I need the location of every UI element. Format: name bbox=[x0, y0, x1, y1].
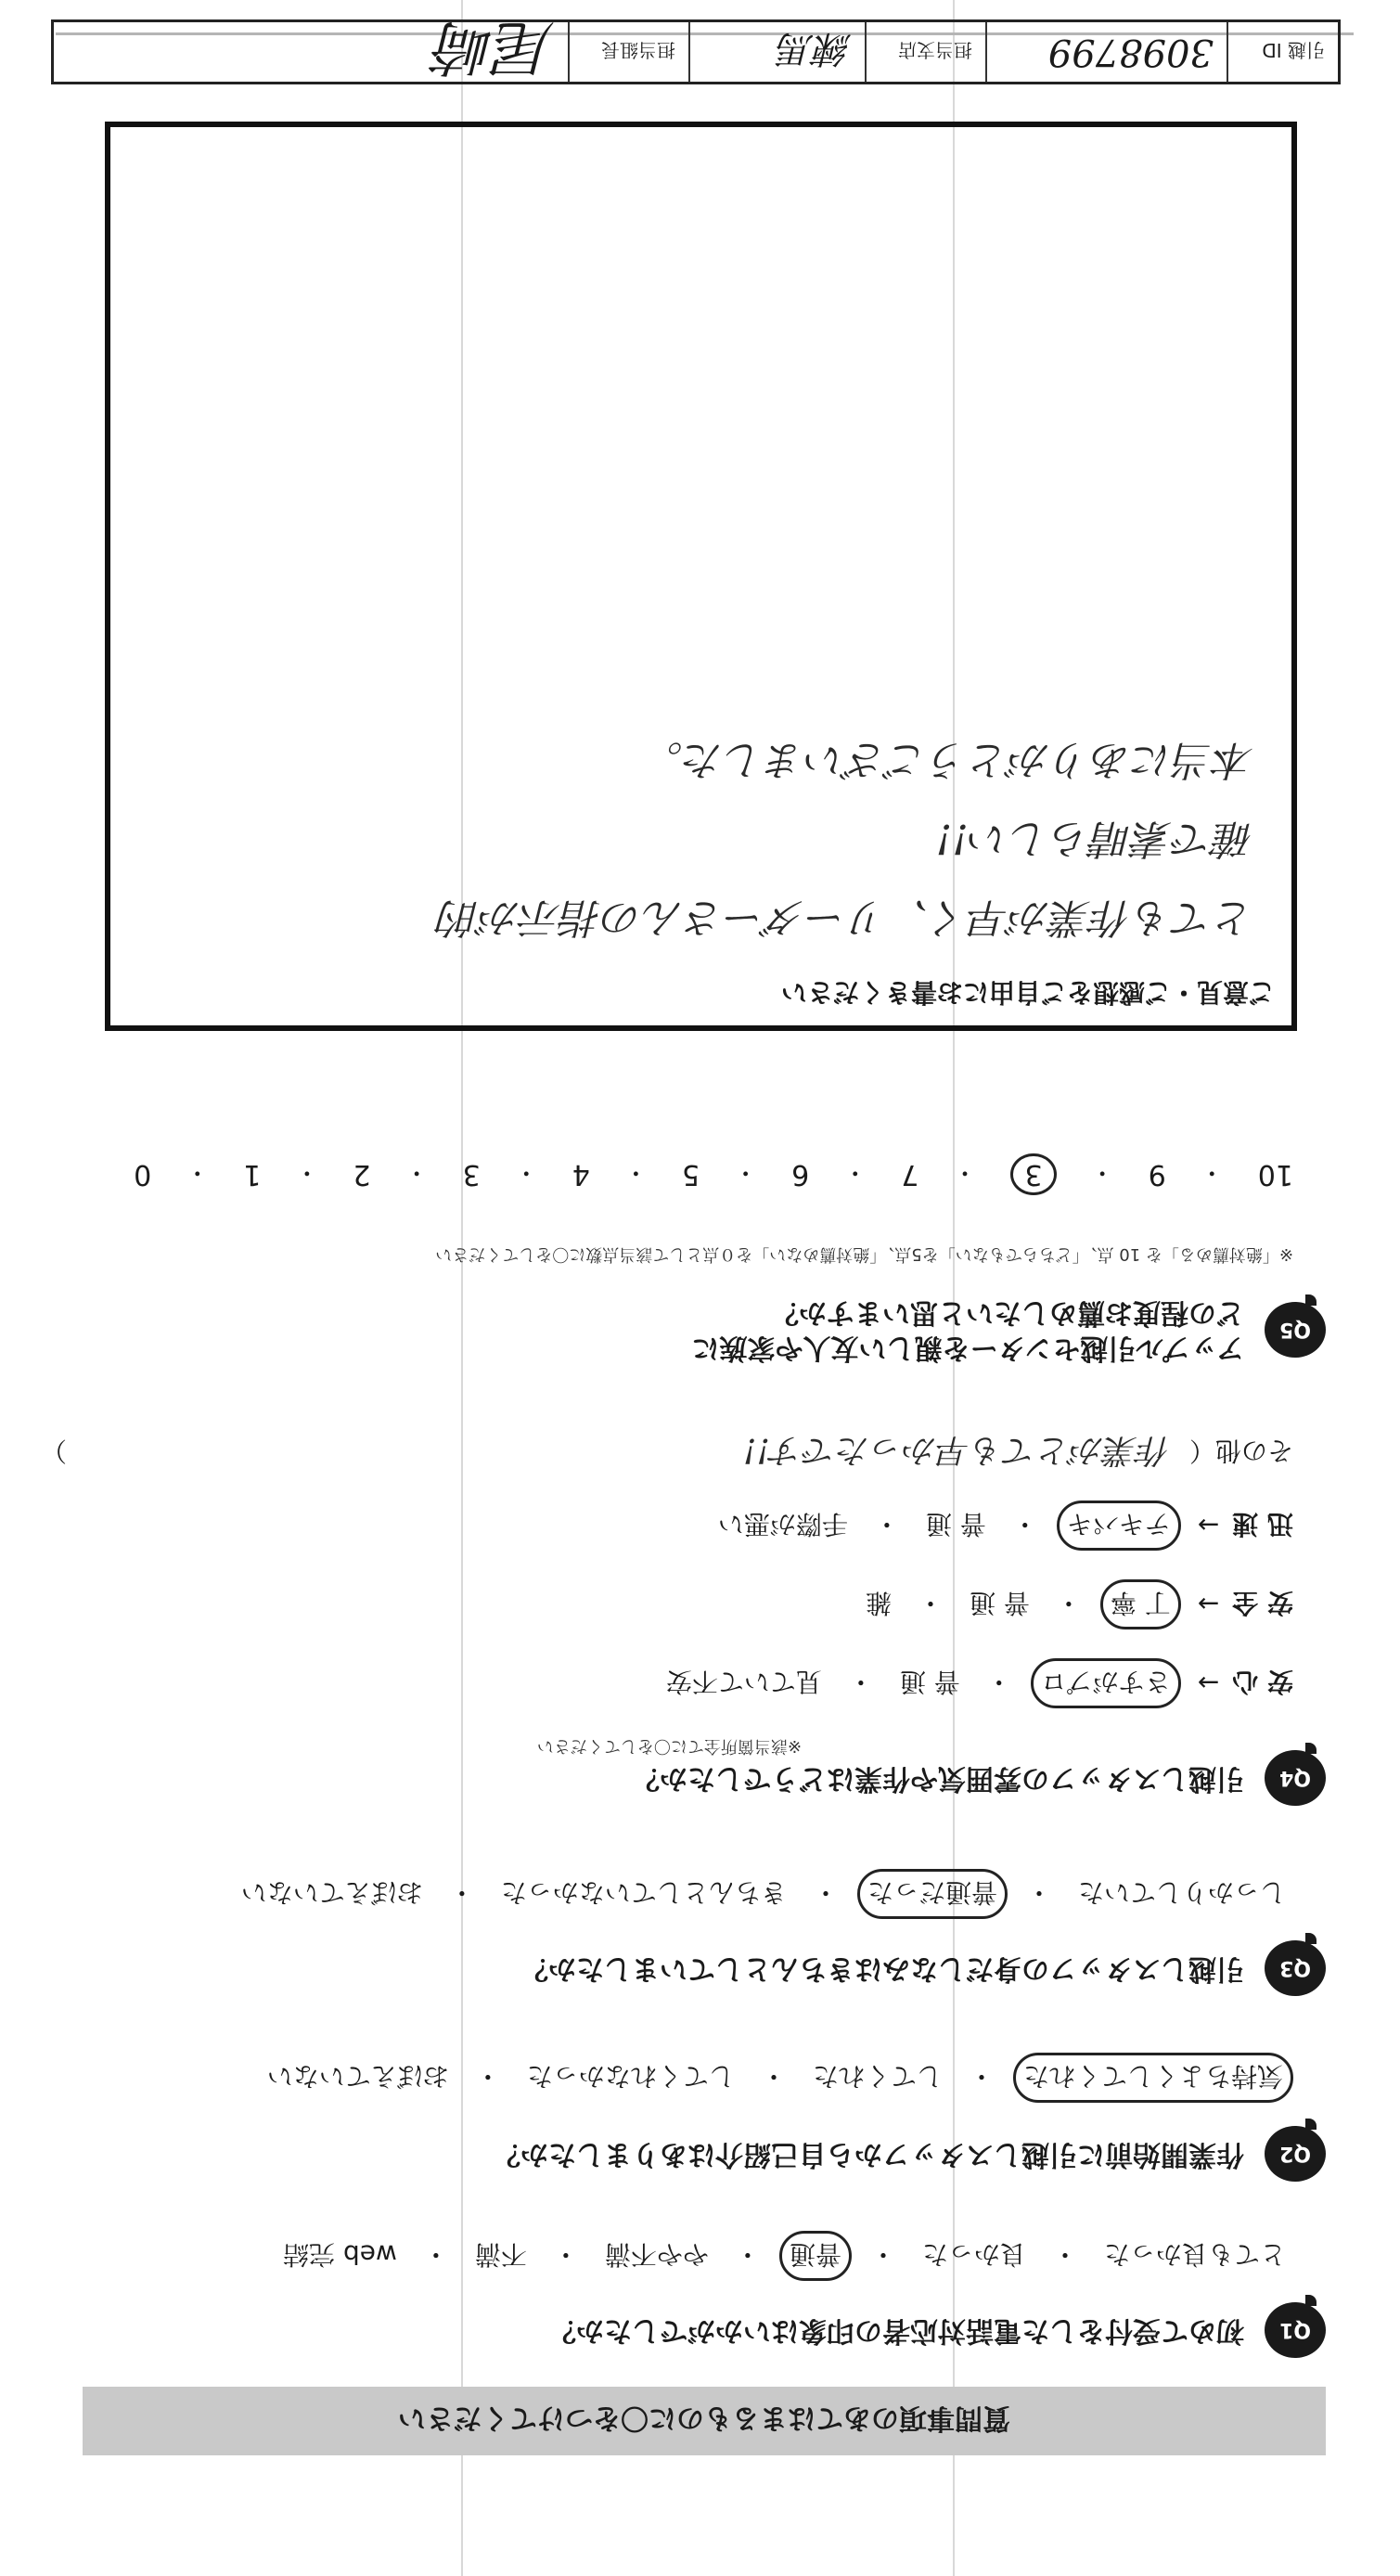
q1-badge-icon: Q1 bbox=[1265, 2302, 1326, 2358]
q1-option[interactable]: やや不満 bbox=[604, 2239, 709, 2270]
q5-score[interactable]: 1 bbox=[243, 1158, 262, 1191]
q2-option[interactable]: してくれなかった bbox=[526, 2061, 735, 2092]
q4-category-label: 迅 速 bbox=[1232, 1509, 1293, 1539]
q1-option[interactable]: とても良かった bbox=[1103, 2239, 1286, 2270]
q4-other-label: その他（ bbox=[1188, 1436, 1293, 1467]
q4-other-row bbox=[41, 1429, 1293, 1476]
q4-category-label: 安 心 bbox=[1232, 1667, 1293, 1697]
instruction-banner: 質問事項のあてはまるものに〇をつけてください bbox=[83, 2387, 1326, 2455]
q5-note: ※「絶対薦める」を 10 点、「どちらでもない」を5点、「絶対薦めない」を０点として該当点数に〇をしてください bbox=[435, 1244, 1293, 1264]
q4-option-selected[interactable]: さすがプロ bbox=[1031, 1658, 1181, 1708]
q4-note: ※該当箇所全てに〇をしてください bbox=[536, 1736, 802, 1756]
q5-score[interactable]: 10 bbox=[1257, 1158, 1293, 1191]
q4-category-label: 安 全 bbox=[1232, 1588, 1293, 1618]
comment-line: とても作業が早く、リーダーさんの指示が的 bbox=[438, 894, 1254, 941]
q5-score[interactable]: 3 bbox=[462, 1158, 481, 1191]
q5-score[interactable]: 4 bbox=[572, 1158, 590, 1191]
q5-row bbox=[45, 1294, 1326, 1365]
q1-option[interactable]: 良かった bbox=[921, 2239, 1026, 2270]
q3-question: 引越しスタッフの身だしなみはきちんとしていましたか？ bbox=[520, 1952, 1244, 1985]
q4-option[interactable]: 雑 bbox=[865, 1588, 892, 1618]
q2-badge-icon: Q2 bbox=[1265, 2126, 1326, 2182]
q5-question-line: どの程度お薦めしたいと思いますか？ bbox=[771, 1296, 1244, 1329]
q2-option[interactable]: してくれた bbox=[812, 2061, 943, 2092]
q4-option[interactable]: 見ていて不安 bbox=[665, 1667, 822, 1697]
q4-option-selected[interactable]: 丁 寧 bbox=[1100, 1579, 1181, 1629]
q1-option[interactable]: 不満 bbox=[474, 2239, 527, 2270]
q2-option[interactable]: おぼえていない bbox=[266, 2061, 449, 2092]
q3-options: しっかりしていた ・ 普通だった ・ きちんとしていなかった ・ おぼえていない bbox=[234, 1869, 1293, 1919]
q4-option[interactable]: 普 通 bbox=[899, 1667, 960, 1697]
q4-row-anshin: 安 心 → さすがプロ ・ 普 通 ・ 見ていて不安 bbox=[659, 1658, 1293, 1708]
q2-option-selected[interactable]: 気持ちよくしてくれた bbox=[1013, 2053, 1293, 2103]
comment-box-title: ご意見・ご感想をご自由にお書きください bbox=[780, 977, 1275, 1008]
q1-option-selected[interactable]: 普通 bbox=[779, 2231, 852, 2281]
q2-row bbox=[45, 2126, 1326, 2182]
q2-options: 気持ちよくしてくれた ・ してくれた ・ してくれなかった ・ おぼえていない bbox=[260, 2053, 1293, 2103]
q4-option[interactable]: 手際が悪い bbox=[717, 1509, 848, 1539]
q4-badge-icon: Q4 bbox=[1265, 1750, 1326, 1806]
q4-row-jinsoku: 迅 速 → テキパキ ・ 普 通 ・ 手際が悪い bbox=[711, 1501, 1293, 1551]
q5-question bbox=[692, 1294, 1245, 1365]
arrow-right-icon: → bbox=[1197, 1589, 1220, 1620]
q4-option-selected[interactable]: テキパキ bbox=[1057, 1501, 1181, 1551]
comment-line: 確で素晴らしい!! bbox=[935, 815, 1254, 862]
q5-score[interactable]: 2 bbox=[353, 1158, 371, 1191]
q5-question-line: アップル引越センターを親しい友人や家族に bbox=[691, 1332, 1244, 1364]
arrow-right-icon: → bbox=[1197, 1668, 1220, 1699]
comment-line: 本当にありがとうございました。 bbox=[642, 736, 1254, 783]
q5-score[interactable]: 6 bbox=[791, 1158, 810, 1191]
q5-score[interactable]: 7 bbox=[901, 1158, 919, 1191]
q5-scale: 10 ・ 9 ・ 3 ・ 7 ・ 6 ・ 5 ・ 4 ・ 3 ・ 2 ・ 1 ・ 0 bbox=[134, 1153, 1293, 1195]
comment-box[interactable] bbox=[105, 122, 1297, 1031]
id-bar bbox=[51, 12, 1341, 84]
q1-option[interactable]: web 完結 bbox=[283, 2239, 397, 2270]
branch-value: 練馬 bbox=[688, 22, 865, 82]
q5-badge-icon: Q5 bbox=[1265, 1302, 1326, 1358]
q4-option[interactable]: 普 通 bbox=[969, 1588, 1030, 1618]
manager-signature: 尾崎 bbox=[436, 12, 555, 81]
manager-label: 担当組長 bbox=[568, 22, 688, 82]
q3-row bbox=[45, 1940, 1326, 1996]
q4-row-anzen: 安 全 → 丁 寧 ・ 普 通 ・ 雑 bbox=[858, 1579, 1293, 1629]
move-id-value: 3098799 bbox=[985, 22, 1227, 82]
q3-option-selected[interactable]: 普通だった bbox=[857, 1869, 1008, 1919]
q3-option[interactable]: きちんとしていなかった bbox=[500, 1877, 787, 1908]
q5-score[interactable]: 5 bbox=[681, 1158, 700, 1191]
move-id-label: 引越 ID bbox=[1227, 22, 1338, 82]
q5-score[interactable]: 9 bbox=[1148, 1158, 1166, 1191]
q2-question: 作業開始前に引越しスタッフから自己紹介はありましたか？ bbox=[493, 2138, 1244, 2170]
q4-question: 引越しスタッフの雰囲気や作業はどうでしたか？ bbox=[632, 1762, 1244, 1795]
branch-label: 担当支店 bbox=[865, 22, 985, 82]
q3-option[interactable]: おぼえていない bbox=[240, 1877, 423, 1908]
q3-option[interactable]: しっかりしていた bbox=[1077, 1877, 1286, 1908]
q4-other-close: ） bbox=[41, 1436, 68, 1467]
q4-option[interactable]: 普 通 bbox=[925, 1509, 986, 1539]
q5-score[interactable]: 0 bbox=[134, 1158, 152, 1191]
q1-row bbox=[45, 2302, 1326, 2358]
arrow-right-icon: → bbox=[1197, 1510, 1220, 1541]
q1-options: とても良かった ・ 良かった ・ 普通 ・ やや不満 ・ 不満 ・ web 完結 bbox=[276, 2231, 1293, 2281]
q1-question: 初めて受付をした電話対応者の印象はいかがでしたか？ bbox=[548, 2314, 1244, 2347]
q4-other-input[interactable]: 作業がとても早かったです!! bbox=[743, 1431, 1171, 1469]
q5-score-selected[interactable]: 3 bbox=[1010, 1153, 1056, 1195]
q3-badge-icon: Q3 bbox=[1265, 1940, 1326, 1996]
